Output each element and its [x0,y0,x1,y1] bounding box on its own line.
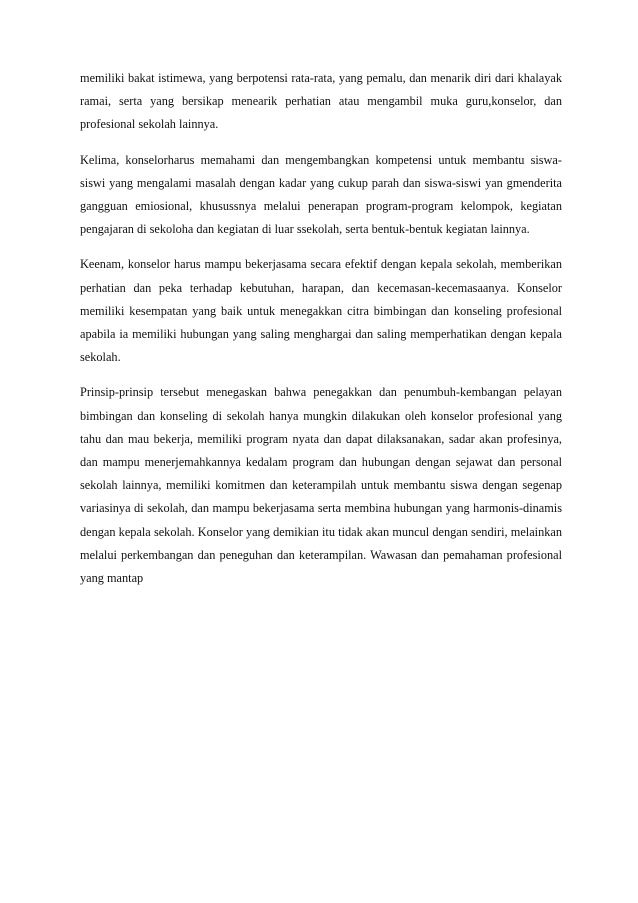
paragraph-prinsip: Prinsip-prinsip tersebut menegaskan bahwa penegakkan dan penumbuh-kembangan pelayan bimbingan dan konseling di sekolah hanya mungkin dilakukan oleh konselor profesional yang tahu dan mau bekerja, memiliki program nyata dan dapat dilaksanakan, sadar akan profesinya, dan mampu menerjemahkannya kedalam program dan hubungan dengan sejawat dan personal sekolah lainnya, memiliki komitmen dan keterampilah untuk membantu siswa dengan segenap variasinya di sekolah, dan mampu bekerjasama serta membina hubungan yang harmonis-dinamis dengan kepala sekolah. Konselor yang demikian itu tidak akan muncul dengan sendiri, melainkan melalui perkembangan dan peneguhan dan keterampilan. Wawasan dan pemahaman profesional yang mantap [80,385,562,586]
document-page [80,67,562,602]
paragraph-continuation: memiliki bakat istimewa, yang berpotensi rata-rata, yang pemalu, dan menarik diri dari khalayak ramai, serta yang bersikap menearik perhatian atau mengambil muka guru,konselor, dan profesional sekolah lainnya. [80,71,562,132]
paragraph-keenam: Keenam, konselor harus mampu bekerjasama secara efektif dengan kepala sekolah, memberikan perhatian dan peka terhadap kebutuhan, harapan, dan kecemasan-kecemasaanya. Konselor memiliki kesempatan yang baik untuk menegakkan citra bimbingan dan konseling profesional apabila ia memiliki hubungan yang saling menghargai dan saling memperhatikan dengan kepala sekolah. [80,257,562,365]
paragraph-kelima: Kelima, konselorharus memahami dan mengembangkan kompetensi untuk membantu siswa-siswi yang mengalami masalah dengan kadar yang cukup parah dan siswa-siswi yan gmenderita gangguan emiosional, khusussnya melalui penerapan program-program kelompok, kegiatan pengajaran di sekoloha dan kegiatan di luar ssekolah, serta bentuk-bentuk kegiatan lainnya. [80,152,562,237]
